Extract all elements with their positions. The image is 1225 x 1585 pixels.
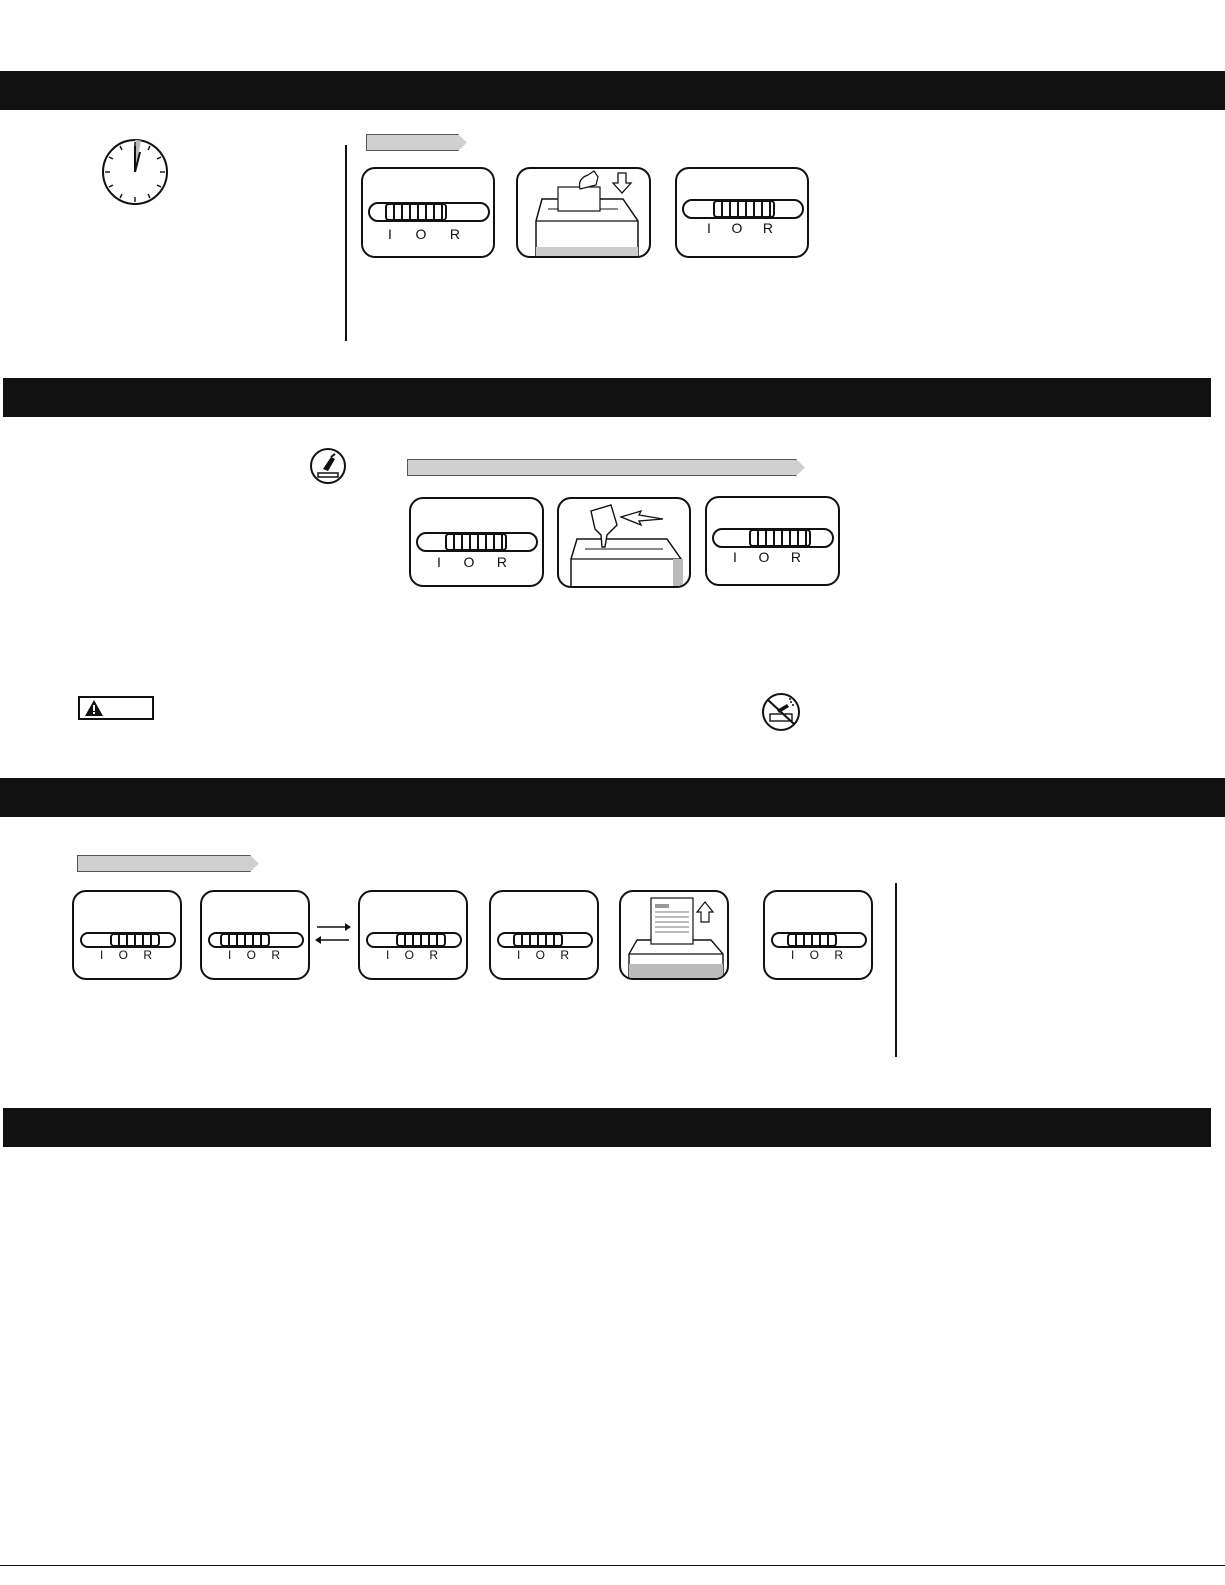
switch-label-on: I — [388, 226, 392, 242]
oiling-illustration — [557, 497, 691, 588]
clock-icon — [100, 137, 170, 207]
switch-label-reverse: R — [449, 226, 460, 242]
no-aerosol-icon — [761, 692, 801, 732]
switch-label-off: O — [463, 554, 475, 570]
switch-panel — [200, 890, 310, 980]
warning-label-box — [78, 696, 154, 720]
switch-label-on: I — [707, 220, 711, 236]
shredder-feed-illustration — [516, 167, 651, 258]
switch-label-on: I — [228, 948, 232, 962]
switch-label-reverse: R — [560, 948, 569, 962]
section-header-bar-3 — [0, 778, 1225, 817]
switch-label-reverse: R — [834, 948, 843, 962]
section-header-bar-2 — [3, 378, 1211, 417]
switch-label-on: I — [386, 948, 390, 962]
switch-panel — [489, 890, 599, 980]
switch-label-on: I — [517, 948, 521, 962]
switch-label-off: O — [758, 549, 770, 565]
warning-triangle-icon — [84, 699, 104, 722]
switch-label-reverse: R — [271, 948, 280, 962]
switch-label-off: O — [415, 226, 427, 242]
step-arrow-tab — [77, 855, 259, 872]
switch-label-off: O — [731, 220, 743, 236]
page-bottom-rule — [0, 1565, 1225, 1566]
section-header-bar-4 — [3, 1108, 1211, 1147]
step-arrow-tab — [366, 134, 467, 151]
switch-label-on: I — [791, 948, 795, 962]
section-3-divider — [895, 883, 897, 1057]
switch-label-off: O — [809, 948, 819, 962]
switch-panel — [409, 497, 544, 587]
switch-panel — [361, 167, 495, 258]
switch-label-off: O — [535, 948, 545, 962]
switch-panel — [675, 167, 809, 258]
switch-label-reverse: R — [790, 549, 801, 565]
switch-label-reverse: R — [429, 948, 438, 962]
switch-label-off: O — [404, 948, 414, 962]
switch-label-on: I — [733, 549, 737, 565]
paper-removal-illustration — [619, 890, 729, 980]
switch-label-reverse: R — [496, 554, 507, 570]
switch-panel — [72, 890, 182, 980]
switch-panel — [358, 890, 468, 980]
step-arrow-tab — [407, 459, 805, 476]
switch-panel — [705, 496, 840, 586]
switch-label-on: I — [100, 948, 104, 962]
switch-panel — [763, 890, 873, 980]
oil-can-icon — [309, 447, 347, 485]
switch-label-on: I — [437, 554, 441, 570]
switch-label-off: O — [246, 948, 256, 962]
switch-label-reverse: R — [762, 220, 773, 236]
section-header-bar-1 — [0, 71, 1225, 110]
back-and-forth-arrows-icon — [315, 921, 351, 945]
section-1-divider — [345, 145, 347, 341]
switch-label-reverse: R — [143, 948, 152, 962]
switch-label-off: O — [118, 948, 128, 962]
